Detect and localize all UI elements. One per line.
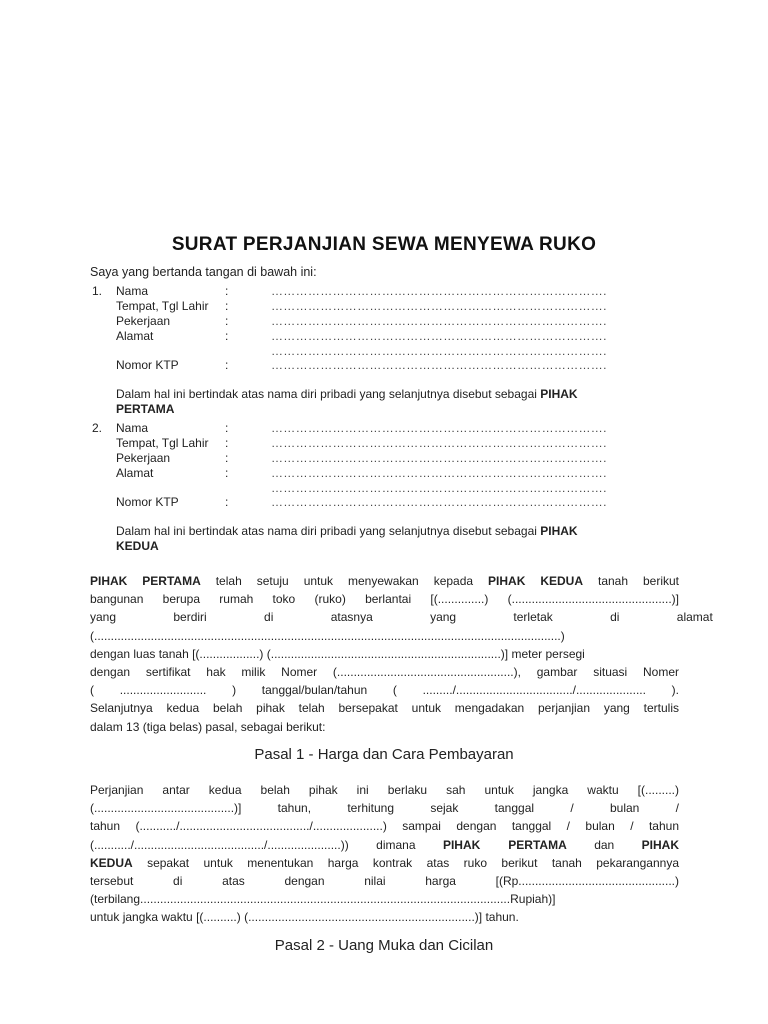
field-nama: Nama : ……………………………………………………………………….: [116, 421, 607, 435]
field-alamat: Alamat : ……………………………………………………………………….: [116, 329, 607, 343]
pasal-1-paragraph: Perjanjian antar kedua belah pihak ini berlaku sah untuk jangka waktu [(.........) (..........................................)] tahun, terhitung sejak tanggal / bulan / tahun (.........../......................................./.....................) sampai dengan tanggal / bulan / tahun (.........../......................................./......................)) dimana PIHAK PERTAMA dan PIHAK KEDUA sepakat untuk menentukan harga kontrak atas ruko berikut tanah pekarangannya tersebut di atas dengan nilai harga [(Rp...............................................) (terbilang...............................................................................................................Rupiah)] untuk jangka waktu [(..........) (....................................................................)] tahun.: [90, 783, 679, 925]
field-ktp: Nomor KTP : ……………………………………………………………………….: [116, 495, 607, 509]
document-title: SURAT PERJANJIAN SEWA MENYEWA RUKO: [171, 234, 597, 255]
party-1-statement: Dalam hal ini bertindak atas nama diri pribadi yang selanjutnya disebut sebagai PIHAK PERTAMA: [116, 387, 578, 416]
field-ttl: Tempat, Tgl Lahir : ……………………………………………………………………….: [116, 436, 607, 450]
field-ktp: Nomor KTP : ……………………………………………………………………….: [116, 358, 607, 372]
pasal-1-heading: Pasal 1 - Harga dan Cara Pembayaran: [254, 746, 514, 763]
field-ttl: Tempat, Tgl Lahir : ……………………………………………………………………….: [116, 299, 607, 313]
field-pekerjaan: Pekerjaan : ……………………………………………………………………….: [116, 314, 607, 328]
field-pekerjaan: Pekerjaan : ……………………………………………………………………….: [116, 451, 607, 465]
party-number: 1.: [92, 284, 103, 298]
field-nama: Nama : ……………………………………………………………………….: [116, 284, 607, 298]
field-alamat-continued: ……………………………………………………………………….: [271, 344, 607, 358]
intro-text: Saya yang bertanda tangan di bawah ini:: [90, 265, 317, 279]
field-alamat: Alamat : ……………………………………………………………………….: [116, 466, 607, 480]
party-2-statement: Dalam hal ini bertindak atas nama diri pribadi yang selanjutnya disebut sebagai PIHAK KEDUA: [116, 524, 578, 553]
party-number: 2.: [92, 421, 103, 435]
pasal-2-heading: Pasal 2 - Uang Muka dan Cicilan: [274, 937, 494, 954]
field-alamat-continued: ……………………………………………………………………….: [271, 481, 607, 495]
agreement-paragraph: PIHAK PERTAMA telah setuju untuk menyewakan kepada PIHAK KEDUA tanah berikut bangunan berupa rumah toko (ruko) berlantai [(..............) (................................................)] yang berdiri di atasnya yang terletak di alamat (............................................................................................................................................) dengan luas tanah [(..................) (.....................................................................)] meter persegi dengan sertifikat hak milik Nomer (.....................................................), gambar situasi Nomer ( .......................... ) tanggal/bulan/tahun ( ........./.................................../..................... ). Selanjutnya kedua belah pihak telah bersepakat untuk mengadakan perjanjian yang tertulis dalam 13 (tiga belas) pasal, sebagai berikut:: [90, 574, 713, 734]
